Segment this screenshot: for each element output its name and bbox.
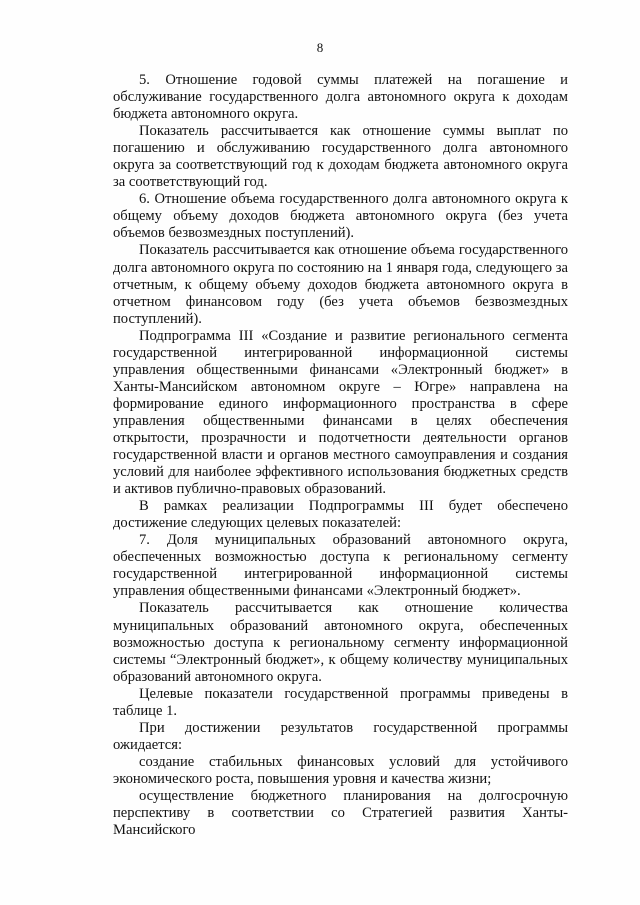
paragraph-indicator-5-method: Показатель рассчитывается как отношение суммы выплат по погашению и обслуживанию государственного долга автономного округа за соответствующий год к доходам бюджета автономного округа за соответствующий год. (113, 123, 568, 191)
paragraph-indicator-6: 6. Отношение объема государственного долга автономного округа к общему объему доходов бюджета автономного округа (без учета объемов безвозмездных поступлений). (113, 191, 568, 242)
paragraph-indicator-5: 5. Отношение годовой суммы платежей на погашение и обслуживание государственного долга автономного округа к доходам бюджета автономного округа. (113, 72, 568, 123)
paragraph-indicator-6-method: Показатель рассчитывается как отношение объема государственного долга автономного округа по состоянию на 1 января года, следующего за отчетным, к общему объему доходов бюджета автономного округа в отчетном финансовом году (без учета объемов безвозмездных поступлений). (113, 242, 568, 327)
paragraph-expected-results: При достижении результатов государственной программы ожидается: (113, 719, 568, 753)
document-body (113, 72, 568, 839)
page-number: 8 (316, 40, 324, 55)
paragraph-indicator-7: 7. Доля муниципальных образований автономного округа, обеспеченных возможностью доступа к региональному сегменту государственной интегрированной информационной системы управления общественными финансами «Электронный бюджет». (113, 532, 568, 600)
paragraph-result-2: осуществление бюджетного планирования на долгосрочную перспективу в соответствии со Стратегией развития Ханты-Мансийского (113, 787, 568, 839)
paragraph-subprogram-3: Подпрограмма III «Создание и развитие регионального сегмента государственной интегрированной информационной системы управления общественными финансами «Электронный бюджет» в Ханты-Мансийском автономном округе – Югре» направлена на формирование единого информационного пространства в сфере управления общественными финансами в целях обеспечения открытости, прозрачности и подотчетности деятельности органов государственной власти и органов местного самоуправления и создания условий для наиболее эффективного использования бюджетных средств и активов публично-правовых образований. (113, 327, 568, 498)
paragraph-indicator-7-method: Показатель рассчитывается как отношение количества муниципальных образований автономного округа, обеспеченных возможностью доступа к региональному сегменту информационной системы “Электронный бюджет», к общему количеству муниципальных образований автономного округа. (113, 600, 568, 685)
paragraph-result-1: создание стабильных финансовых условий для устойчивого экономического роста, повышения уровня и качества жизни; (113, 753, 568, 787)
paragraph-subprogram-3-targets: В рамках реализации Подпрограммы III будет обеспечено достижение следующих целевых показателей: (113, 498, 568, 532)
paragraph-table-reference: Целевые показатели государственной программы приведены в таблице 1. (113, 685, 568, 719)
